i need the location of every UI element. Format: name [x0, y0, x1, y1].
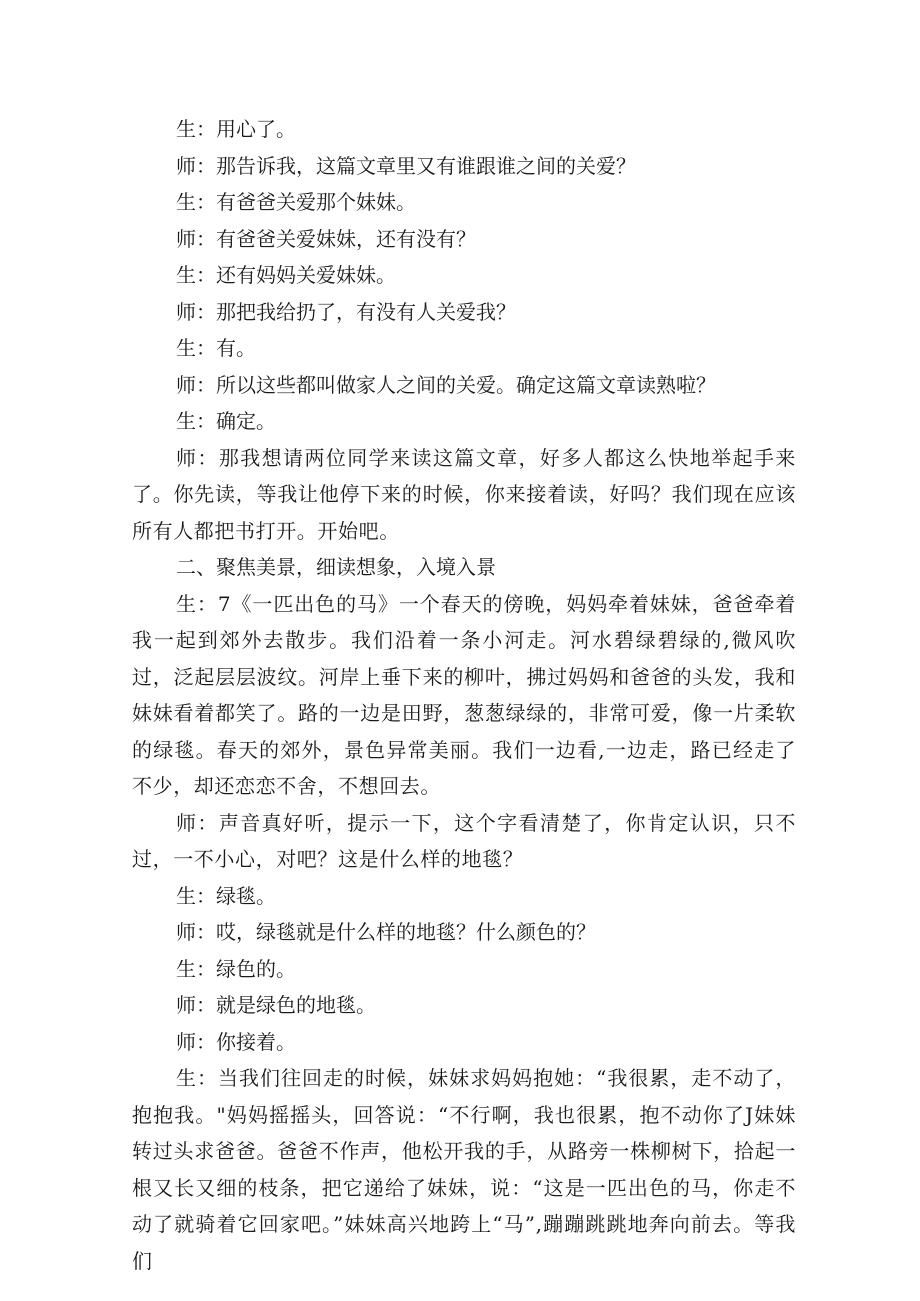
paragraph: 生：有。: [176, 336, 256, 360]
paragraph: 生：绿色的。: [176, 956, 296, 981]
paragraph: 生：还有妈妈关爱妹妹。: [176, 263, 396, 287]
paragraph: 师：那把我给扔了，有没有人关爱我？: [176, 299, 516, 324]
section-heading: 二、聚焦美景，细读想象，入境入景: [176, 555, 496, 579]
transcript-body: [132, 111, 796, 1279]
paragraph: 生：绿毯。: [176, 883, 276, 908]
paragraph: 师：你接着。: [176, 1029, 296, 1054]
paragraph: 生：用心了。: [176, 117, 296, 141]
paragraph: 生：7《一匹出色的马》一个春天的傍晚，妈妈牵着妹妹，爸爸牵着我一起到郊外去散步。我们沿着一条小河走。河水碧绿碧绿的,微风吹过，泛起层层波纹。河岸上垂下来的柳叶，拂过妈妈和爸爸的头发，我和妹妹看着都笑了。路的一边是田野，葱葱绿绿的，非常可爱，像一片柔软的绿毯。春天的郊外，景色异常美丽。我们一边看,一边走，路已经走了不少，却还恋恋不舍，不想回去。: [132, 591, 796, 798]
paragraph: 生：当我们往回走的时候，妹妹求妈妈抱她：“我很累，走不动了，抱抱我。"妈妈摇摇头，回答说：“不行啊，我也很累，抱不动你了J妹妹转过头求爸爸。爸爸不作声，他松开我的手，从路旁一株柳树下，拾起一根又长又细的枝条，把它递给了妹妹，说：“这是一匹出色的马，你走不动了就骑着它回家吧。”妹妹高兴地跨上“马”,蹦蹦跳跳地奔向前去。等我们: [132, 1066, 796, 1273]
paragraph: 生：确定。: [176, 409, 276, 433]
paragraph: 师：哎，绿毯就是什么样的地毯？什么颜色的？: [176, 920, 596, 944]
paragraph: 师：那我想请两位同学来读这篇文章，好多人都这么快地举起手来了。你先读，等我让他停下来的时候，你来接着读，好吗？我们现在应该所有人都把书打开。开始吧。: [132, 445, 796, 543]
paragraph: 生：有爸爸关爱那个妹妹。: [176, 190, 416, 214]
paragraph: 师：就是绿色的地毯。: [176, 993, 376, 1017]
paragraph: 师：有爸爸关爱妹妹，还有没有？: [176, 226, 476, 251]
paragraph: 师：那告诉我，这篇文章里又有谁跟谁之间的关爱？: [176, 153, 636, 178]
paragraph: 师：所以这些都叫做家人之间的关爱。确定这篇文章读熟啦？: [176, 372, 716, 397]
paragraph: 师：声音真好听，提示一下，这个字看清楚了，你肯定认识，只不过，一不小心，对吧？这是什么样的地毯？: [132, 810, 796, 871]
